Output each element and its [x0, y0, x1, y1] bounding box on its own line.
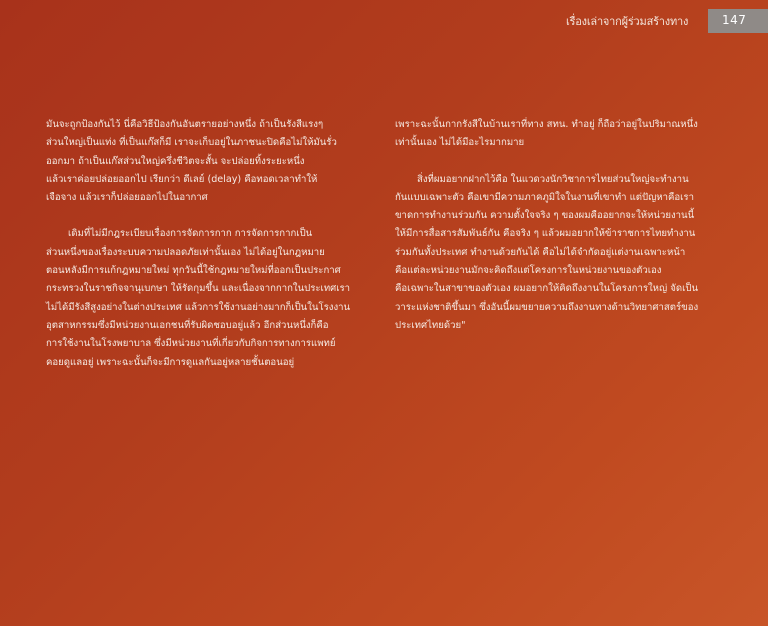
paragraph: สิ่งที่ผมอยากฝากไว้คือ ในแวดวงนักวิชาการไทยส่วนใหญ่จะทำงาน กันแบบเฉพาะตัว คือเขามีความภาคภูมิใจในงานที่เขาทำ แต่ปัญหาคือเรา ขาดการทำงานร่วมกัน ความตั้งใจจริง ๆ ของผมคืออยากจะให้หน่วยงานนี้ ให้มีการสื่อสารสัมพันธ์กัน คือจริง ๆ แล้วผมอยากให้ข้าราชการไทยทำงาน ร่วมกันทั้งประเทศ ทำงานด้วยกันได้ คือไม่ได้จำกัดอยู่แต่งานเฉพาะหน้า คือแต่ละหน่วยงานมักจะคิดถึงแต่โครงการในหน่วยงานของตัวเอง คือเฉพาะในสาขาของตัวเอง ผมอยากให้คิดถึงงานในโครงการใหญ่ จัดเป็น วาระแห่งชาติขึ้นมา ซึ่งอันนี้ผมขยายความถึงงานทางด้านวิทยาศาสตร์ของ ประเทศไทยด้วย" — [395, 173, 699, 331]
paragraph: เดิมที่ไม่มีกฎระเบียบเรื่องการจัดการกาก การจัดการกากเป็น ส่วนหนึ่งของเรื่องระบบความปลอดภัยเท่านั้นเอง ไม่ได้อยู่ในกฎหมาย ตอนหลังมีการแก้กฎหมายใหม่ ทุกวันนี้ใช้กฎหมายใหม่ที่ออกเป็นประกาศ กระทรวงในราชกิจจานุเบกษา ให้รัดกุมขึ้น และเนื่องจากกากในประเทศเรา ไม่ได้มีรังสีสูงอย่างในต่างประเทศ แล้วการใช้งานอย่างมากก็เป็นในโรงงาน อุตสาหกรรมซึ่งมีหน่วยงานเอกชนที่รับผิดชอบอยู่แล้ว อีกส่วนหนึ่งก็คือ การใช้งานในโรงพยาบาล ซึ่งมีหน่วยงานที่เกี่ยวกับกิจการทางการแพทย์ คอยดูแลอยู่ เพราะฉะนั้นก็จะมีการดูแลกันอยู่หลายชั้นตอนอยู่ — [46, 228, 351, 368]
right-text-column — [395, 116, 711, 335]
paragraph: เพราะฉะนั้นกากรังสีในบ้านเราที่ทาง สทน. ทำอยู่ ก็ถือว่าอยู่ในปริมาณหนึ่ง เท่านั้นเอง ไม่ได้มีอะไรมากมาย — [395, 119, 698, 149]
running-header-title: เรื่องเล่าจากผู้ร่วมสร้างทาง — [566, 15, 689, 28]
page-number: 147 — [722, 13, 747, 27]
paragraph: มันจะถูกป้องกันไว้ นี่คือวิธีป้องกันอันตรายอย่างหนึ่ง ถ้าเป็นรังสีแรงๆ ส่วนใหญ่เป็นแท่ง ที่เป็นแก๊สก็มี เราจะเก็บอยู่ในภาชนะปิดคือไม่ให้มันรั่ว ออกมา ถ้าเป็นแก๊สส่วนใหญ่ครึ่งชีวิตจะสั้น จะปล่อยทิ้งระยะหนึ่ง แล้วเราค่อยปล่อยออกไป เรียกว่า ดีเลย์ (delay) คือทอดเวลาทำให้ เจือจาง แล้วเราก็ปล่อยออกไปในอากาศ — [46, 119, 337, 204]
left-text-column — [46, 116, 362, 372]
